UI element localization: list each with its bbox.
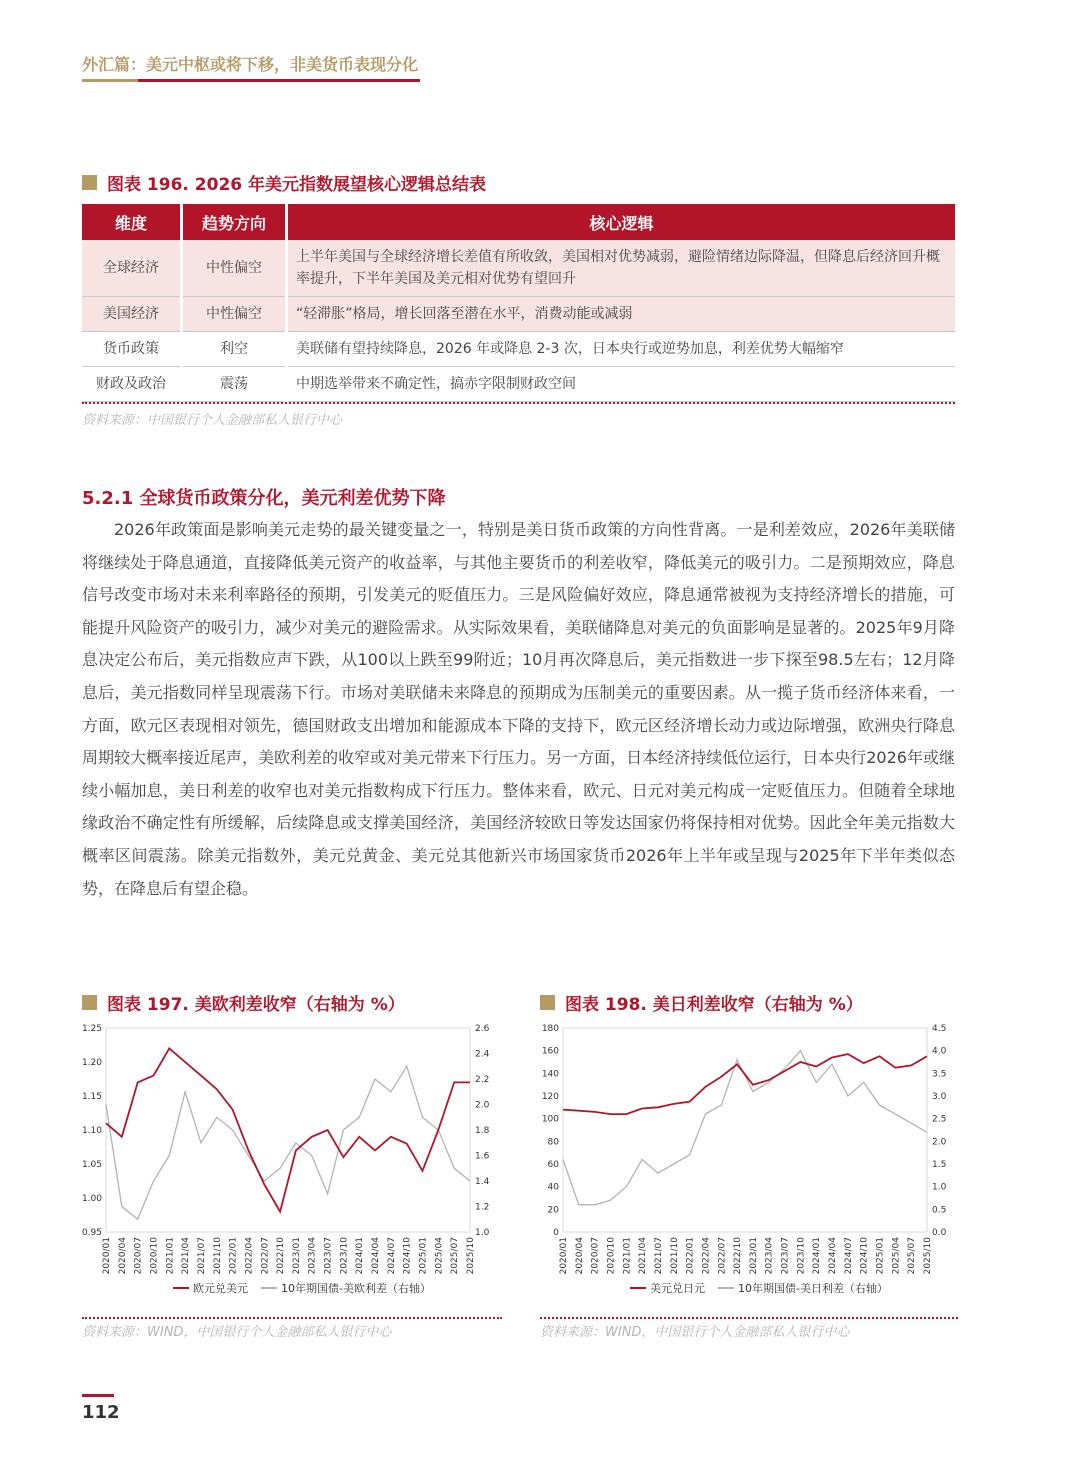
table-figure-title (82, 170, 486, 195)
cell-logic: 美联储有望持续降息，2026 年或降息 2-3 次，日本央行或逆势加息，利差优势大幅缩窄 (287, 332, 956, 367)
right-axis-tick-label: 4.0 (932, 1046, 947, 1057)
x-axis-tick-label: 2020/01 (102, 1237, 112, 1275)
right-axis-tick-label: 1.4 (475, 1177, 490, 1187)
left-axis-tick-label: 20 (547, 1205, 559, 1216)
chart-198-source: 资料来源：WIND，中国银行个人金融部私人银行中心 (540, 1325, 850, 1340)
x-axis-tick-label: 2021/04 (181, 1237, 192, 1275)
chart-197-source: 资料来源：WIND，中国银行个人金融部私人银行中心 (82, 1325, 392, 1340)
left-axis-tick-label: 80 (547, 1137, 559, 1148)
x-axis-tick-label: 2023/10 (339, 1237, 350, 1275)
column-header-logic: 核心逻辑 (287, 204, 956, 240)
section-body-paragraph: 2026年政策面是影响美元走势的最关键变量之一，特别是美日货币政策的方向性背离。一是利差效应，2026年美联储将继续处于降息通道，直接降低美元资产的收益率，与其他主要货币的利差收窄，降低美元的吸引力。二是预期效应，降息信号改变市场对未来利率路径的预期，引发美元的贬值压力。三是风险偏好效应，降息通常被视为支持经济增长的措施，可能提升风险资产的吸引力，减少对美元的避险需求。从实际效果看，美联储降息对美元的负面影响是显著的。2025年9月降息决定公布后，美元指数应声下跌，从100以上跌至99附近；10月再次降息后，美元指数进一步下探至98.5左右；12月降息后，美元指数同样呈现震荡下行。市场对美联储未来降息的预期成为压制美元的重要因素。从一揽子货币经济体来看，一方面，欧元区表现相对领先，德国财政支出增加和能源成本下降的支持下，欧元区经济增长动力或边际增强，欧洲央行降息周期较大概率接近尾声，美欧利差的收窄或对美元带来下行压力。另一方面，日本经济持续低位运行，日本央行2026年或继续小幅加息，美日利差的收窄也对美元指数构成下行压力。整体来看，欧元、日元对美元构成一定贬值压力。但随着全球地缘政治不确定性有所缓解，后续降息或支撑美国经济，美国经济较欧日等发达国家仍将保持相对优势。因此全年美元指数大概率区间震荡。除美元指数外，美元兑黄金、美元兑其他新兴市场国家货币2026年上半年或呈现与2025年下半年类似态势，在降息后有望企稳。 (82, 520, 955, 898)
header-rule-gold (82, 79, 138, 82)
left-axis-tick-label: 1.15 (81, 1092, 102, 1102)
x-axis-tick-label: 2022/10 (276, 1237, 287, 1275)
table-row (82, 240, 955, 297)
x-axis-tick-label: 2025/07 (907, 1237, 918, 1275)
figure-marker-icon (82, 175, 97, 190)
x-axis-tick-label: 2024/10 (402, 1237, 413, 1275)
chart-197-title (82, 990, 405, 1015)
x-axis-tick-label: 2023/07 (780, 1237, 791, 1275)
x-axis-tick-label: 2025/10 (466, 1237, 476, 1275)
left-axis-tick-label: 180 (541, 1024, 559, 1034)
chart-198-source-divider (540, 1317, 958, 1319)
table-source-note: 资料来源：中国银行个人金融部私人银行中心 (82, 413, 343, 428)
x-axis-tick-label: 2023/01 (291, 1237, 302, 1275)
cell-dimension: 货币政策 (82, 332, 182, 367)
right-axis-tick-label: 1.0 (932, 1182, 947, 1193)
x-axis-tick-label: 2024/07 (386, 1237, 397, 1275)
x-axis-tick-label: 2023/04 (307, 1237, 318, 1275)
x-axis-tick-label: 2021/07 (653, 1237, 664, 1275)
right-axis-tick-label: 2.5 (932, 1114, 947, 1125)
x-axis-tick-label: 2022/10 (733, 1237, 744, 1275)
cell-trend: 震荡 (182, 367, 287, 402)
table-figure-title-text: 图表 196. 2026 年美元指数展望核心逻辑总结表 (107, 175, 487, 195)
x-axis-tick-label: 2020/07 (133, 1237, 144, 1275)
series-line-left-axis (563, 1054, 927, 1114)
series-line-right-axis (106, 1066, 470, 1219)
x-axis-tick-label: 2020/07 (590, 1237, 601, 1275)
x-axis-tick-label: 2023/10 (796, 1237, 807, 1275)
left-axis-tick-label: 1.20 (81, 1058, 102, 1068)
right-axis-tick-label: 2.4 (475, 1049, 490, 1060)
x-axis-tick-label: 2024/01 (812, 1237, 823, 1275)
figure-marker-icon (540, 995, 555, 1010)
right-axis-tick-label: 2.2 (475, 1075, 490, 1085)
figure-marker-icon (82, 995, 97, 1010)
left-axis-tick-label: 100 (541, 1114, 559, 1125)
x-axis-tick-label: 2022/07 (260, 1237, 271, 1275)
cell-dimension: 全球经济 (82, 240, 182, 297)
x-axis-tick-label: 2025/04 (891, 1237, 902, 1275)
table-row (82, 332, 955, 367)
legend-label: 10年期国债-美欧利差（右轴） (281, 1282, 431, 1295)
x-axis-tick-label: 2021/04 (638, 1237, 649, 1275)
series-line-left-axis (106, 1048, 470, 1211)
right-axis-tick-label: 3.5 (932, 1069, 947, 1080)
cell-logic: 上半年美国与全球经济增长差值有所收敛，美国相对优势减弱，避险情绪边际降温，但降息后经济回升概率提升，下半年美国及美元相对优势有望回升 (287, 240, 956, 297)
page-number-rule (82, 1394, 114, 1397)
chart-198-title (540, 990, 863, 1015)
legend-label: 欧元兑美元 (193, 1282, 248, 1295)
chart-197-title-text: 图表 197. 美欧利差收窄（右轴为 %） (107, 995, 405, 1015)
table-row (82, 367, 955, 402)
x-axis-tick-label: 2022/04 (701, 1237, 712, 1275)
x-axis-tick-label: 2020/10 (606, 1237, 617, 1275)
header-rule-red (138, 79, 420, 82)
right-axis-tick-label: 1.0 (475, 1228, 490, 1238)
x-axis-tick-label: 2021/10 (669, 1237, 680, 1275)
cell-dimension: 财政及政治 (82, 367, 182, 402)
legend-label: 10年期国债-美日利差（右轴） (738, 1282, 888, 1295)
x-axis-tick-label: 2023/04 (764, 1237, 775, 1275)
logic-summary-table (82, 204, 955, 402)
cell-trend: 中性偏空 (182, 240, 287, 297)
right-axis-tick-label: 1.2 (475, 1202, 490, 1213)
right-axis-tick-label: 1.5 (932, 1160, 947, 1170)
x-axis-tick-label: 2024/04 (371, 1237, 382, 1275)
x-axis-tick-label: 2025/07 (450, 1237, 461, 1275)
x-axis-tick-label: 2023/01 (748, 1237, 759, 1275)
column-header-trend: 趋势方向 (182, 204, 287, 240)
x-axis-tick-label: 2021/07 (196, 1237, 207, 1275)
x-axis-tick-label: 2020/04 (574, 1237, 585, 1275)
right-axis-tick-label: 2.0 (932, 1137, 947, 1148)
left-axis-tick-label: 40 (547, 1182, 559, 1193)
x-axis-tick-label: 2024/10 (859, 1237, 870, 1275)
right-axis-tick-label: 0.5 (932, 1205, 947, 1216)
x-axis-tick-label: 2021/10 (212, 1237, 223, 1275)
table-row (82, 297, 955, 332)
column-header-dimension: 维度 (82, 204, 182, 240)
x-axis-tick-label: 2022/07 (717, 1237, 728, 1275)
right-axis-tick-label: 2.0 (475, 1100, 490, 1111)
right-axis-tick-label: 3.0 (932, 1092, 947, 1102)
cell-dimension: 美国经济 (82, 297, 182, 332)
plot-area (106, 1028, 470, 1232)
x-axis-tick-label: 2024/04 (828, 1237, 839, 1275)
x-axis-tick-label: 2021/01 (165, 1237, 176, 1275)
left-axis-tick-label: 1.05 (81, 1160, 102, 1170)
x-axis-tick-label: 2025/04 (434, 1237, 445, 1275)
left-axis-tick-label: 140 (541, 1069, 559, 1080)
usd-jpy-spread-chart (535, 1018, 965, 1303)
right-axis-tick-label: 2.6 (475, 1024, 490, 1034)
cell-logic: “轻滞胀”格局，增长回落至潜在水平，消费动能或减弱 (287, 297, 956, 332)
left-axis-tick-label: 60 (547, 1160, 559, 1170)
table-source-divider (82, 402, 955, 404)
x-axis-tick-label: 2022/01 (228, 1237, 239, 1275)
page-number: 112 (82, 1402, 120, 1423)
x-axis-tick-label: 2022/01 (685, 1237, 696, 1275)
right-axis-tick-label: 1.6 (475, 1151, 490, 1162)
x-axis-tick-label: 2025/01 (875, 1237, 886, 1275)
cell-logic: 中期选举带来不确定性，搞赤字限制财政空间 (287, 367, 956, 402)
right-axis-tick-label: 0.0 (932, 1228, 947, 1238)
legend-label: 美元兑日元 (650, 1282, 705, 1295)
x-axis-tick-label: 2020/10 (149, 1237, 160, 1275)
page-header-title: 外汇篇：美元中枢或将下移，非美货币表现分化 (82, 55, 419, 74)
x-axis-tick-label: 2023/07 (323, 1237, 334, 1275)
left-axis-tick-label: 0 (553, 1228, 559, 1238)
chart-197-source-divider (82, 1317, 502, 1319)
section-title: 5.2.1 全球货币政策分化，美元利差优势下降 (82, 488, 446, 509)
x-axis-tick-label: 2025/01 (418, 1237, 429, 1275)
x-axis-tick-label: 2020/04 (117, 1237, 128, 1275)
x-axis-tick-label: 2024/01 (355, 1237, 366, 1275)
left-axis-tick-label: 1.10 (81, 1126, 102, 1136)
x-axis-tick-label: 2025/10 (923, 1237, 933, 1275)
left-axis-tick-label: 120 (541, 1092, 559, 1102)
x-axis-tick-label: 2022/04 (244, 1237, 255, 1275)
chart-198-title-text: 图表 198. 美日利差收窄（右轴为 %） (565, 995, 863, 1015)
x-axis-tick-label: 2024/07 (843, 1237, 854, 1275)
right-axis-tick-label: 1.8 (475, 1126, 490, 1136)
x-axis-tick-label: 2021/01 (622, 1237, 633, 1275)
x-axis-tick-label: 2020/01 (559, 1237, 569, 1275)
left-axis-tick-label: 0.95 (81, 1228, 102, 1238)
table-header-row (82, 204, 955, 240)
left-axis-tick-label: 160 (541, 1046, 559, 1057)
eur-usd-spread-chart (78, 1018, 508, 1303)
cell-trend: 中性偏空 (182, 297, 287, 332)
cell-trend: 利空 (182, 332, 287, 367)
left-axis-tick-label: 1.00 (81, 1194, 102, 1204)
left-axis-tick-label: 1.25 (81, 1024, 102, 1034)
right-axis-tick-label: 4.5 (932, 1024, 947, 1034)
